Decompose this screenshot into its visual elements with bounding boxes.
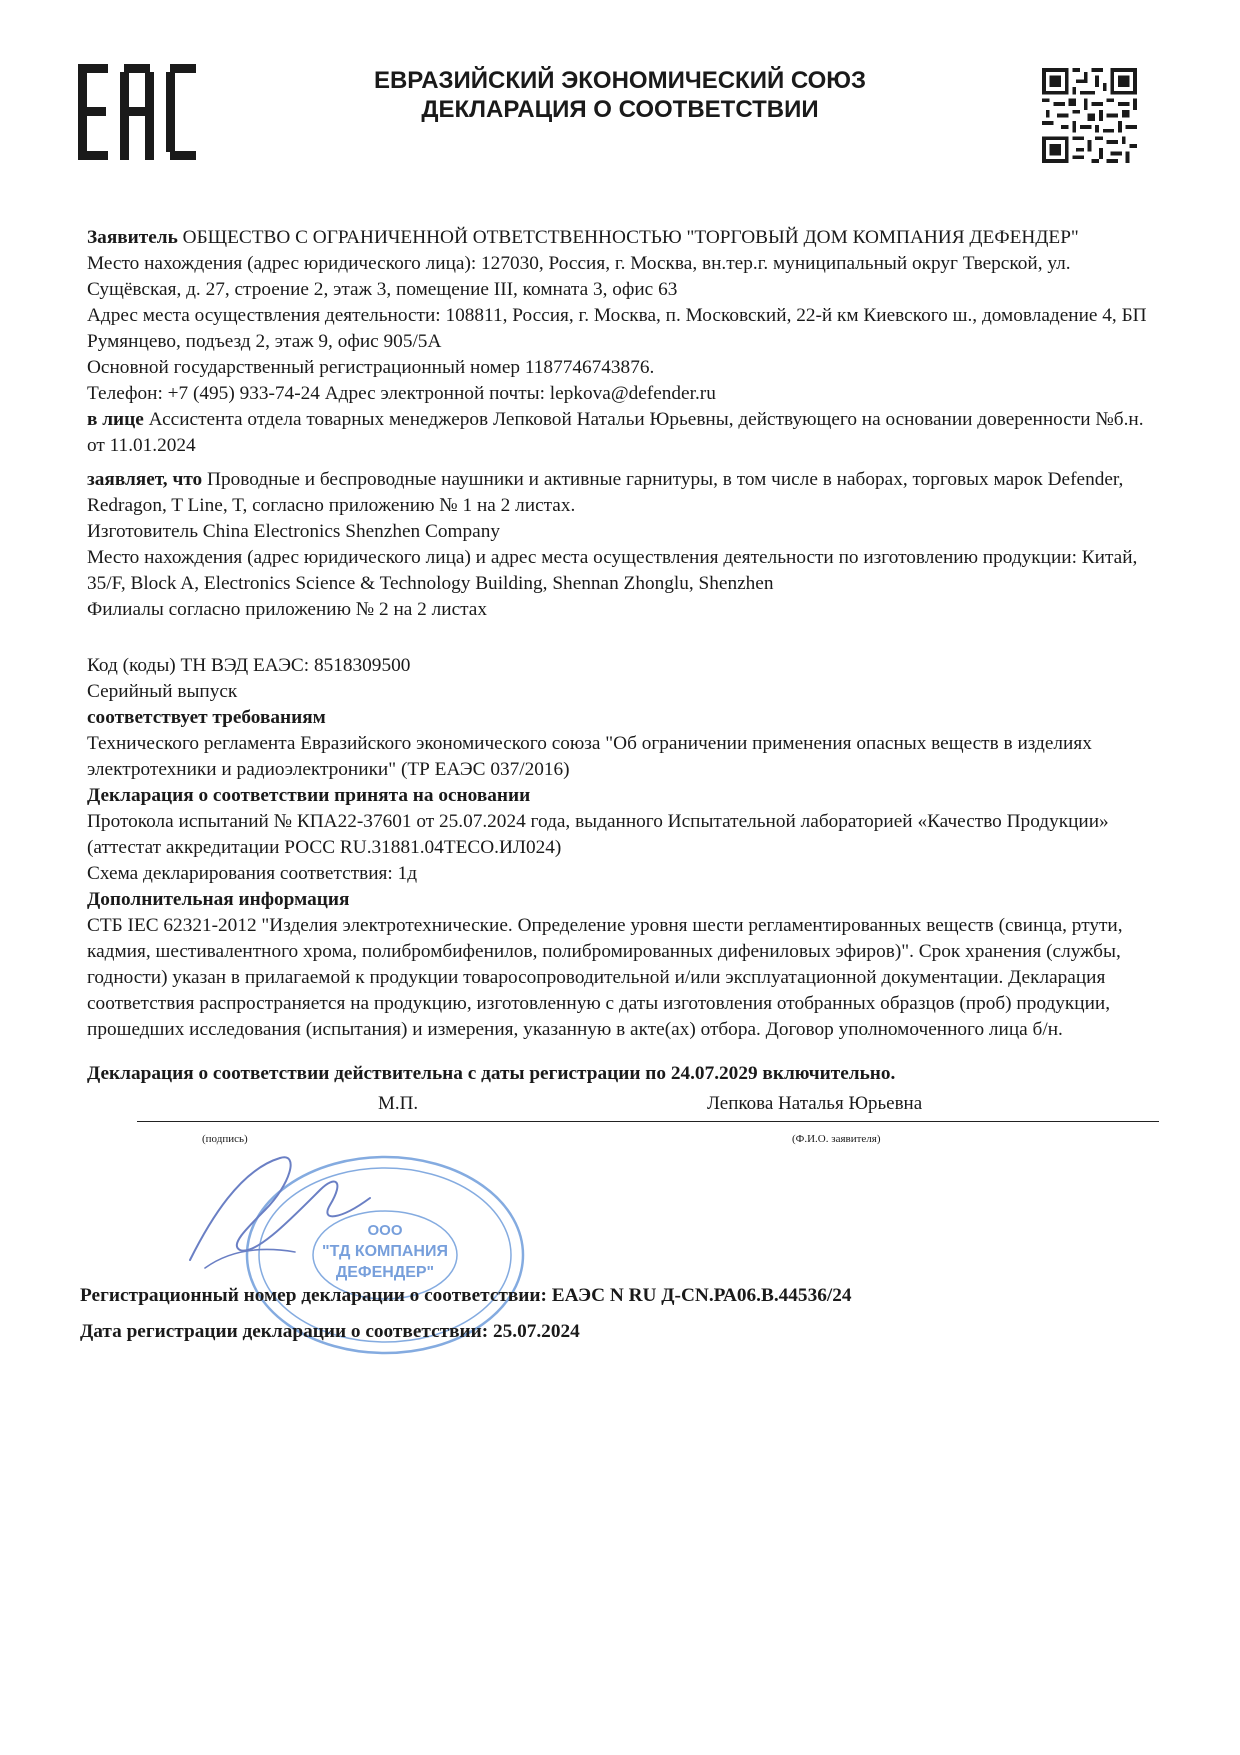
basis-label: Декларация о соответствии принята на основании	[87, 785, 531, 806]
applicant-name: ОБЩЕСТВО С ОГРАНИЧЕННОЙ ОТВЕТСТВЕННОСТЬЮ "ТОРГОВЫЙ ДОМ КОМПАНИЯ ДЕФЕНДЕР"	[182, 227, 1079, 248]
registration-date: Дата регистрации декларации о соответствии: 25.07.2024	[80, 1321, 580, 1342]
additional-label: Дополнительная информация	[87, 889, 350, 910]
manufacturer-address: Место нахождения (адрес юридического лица) и адрес места осуществления деятельности по изготовлению продукции: Китай, 35/F, Block A, Electronics Science & Technology Building, Shennan Zhonglu, Shenzhen	[87, 547, 1138, 594]
declares-line	[87, 467, 1162, 519]
stamp-line-1: ООО	[367, 1222, 403, 1239]
header-title-union: ЕВРАЗИЙСКИЙ ЭКОНОМИЧЕСКИЙ СОЮЗ	[373, 67, 867, 94]
applicant-legal-address: Место нахождения (адрес юридического лица): 127030, Россия, г. Москва, вн.тер.г. муниципальный округ Тверской, ул. Сущёвская, д. 27, строение 2, этаж 3, помещение III, комната 3, офис 63	[87, 253, 1071, 300]
registration-block	[80, 1278, 852, 1350]
tnved-code: Код (коды) ТН ВЭД ЕАЭС: 8518309500	[87, 655, 411, 676]
production-type: Серийный выпуск	[87, 681, 238, 702]
document-header	[250, 66, 990, 124]
handwritten-signature-icon	[170, 1150, 390, 1280]
signatory-name: Лепкова Наталья Юрьевна	[707, 1093, 923, 1114]
declares-text: Проводные и беспроводные наушники и активные гарнитуры, в том числе в наборах, торговых марок Defender, Redragon, T Line, T, согласно приложению № 1 на 2 листах.	[87, 469, 1124, 516]
name-line	[527, 1121, 1159, 1122]
stamp-line-3: ДЕФЕНДЕР"	[335, 1264, 435, 1281]
stamp-line-2: "ТД КОМПАНИЯ	[322, 1243, 448, 1260]
applicant-line	[87, 225, 1162, 251]
applicant-contacts: Телефон: +7 (495) 933-74-24 Адрес электронной почты: lepkova@defender.ru	[87, 383, 716, 404]
manufacturer: Изготовитель China Electronics Shenzhen Company	[87, 521, 500, 542]
applicant-person-line	[87, 407, 1162, 459]
eac-logo	[78, 62, 196, 162]
name-caption: (Ф.И.О. заявителя)	[792, 1133, 881, 1145]
registration-number: Регистрационный номер декларации о соответствии: ЕАЭС N RU Д-CN.РА06.В.44536/24	[80, 1285, 852, 1306]
seal-mark: М.П.	[378, 1093, 419, 1114]
signature-caption: (подпись)	[202, 1133, 248, 1145]
qr-code-icon[interactable]	[1042, 68, 1137, 163]
person-text: Ассистента отдела товарных менеджеров Лепковой Натальи Юрьевны, действующего на основании доверенности №б.н. от 11.01.2024	[87, 409, 1144, 456]
additional-text: СТБ IEC 62321-2012 "Изделия электротехнические. Определение уровня шести регламентированных веществ (свинца, ртути, кадмия, шестивалентного хрома, полибромбифенилов, полибромированных дифениловых эфиров)". Срок хранения (службы, годности) указан в прилагаемой к продукции товаросопроводительной и/или эксплуатационной документации. Декларация соответствия распространяется на продукцию, изготовленную с даты изготовления отобранных образцов (проб) продукции, прошедших исследования (испытания) и измерения, указанную в акте(ах) отбора. Договор уполномоченного лица б/н.	[87, 915, 1123, 1040]
compliance-text: Технического регламента Евразийского экономического союза "Об ограничении применения опасных веществ в изделиях электротехники и радиоэлектроники" (ТР ЕАЭС 037/2016)	[87, 733, 1092, 780]
applicant-activity-address: Адрес места осуществления деятельности: 108811, Россия, г. Москва, п. Московский, 22-й км Киевского ш., домовладение 4, БП Румянцево, подъезд 2, этаж 9, офис 905/5А	[87, 305, 1147, 352]
signature-line	[137, 1121, 527, 1122]
validity-statement: Декларация о соответствии действительна с даты регистрации по 24.07.2029 включительно.	[87, 1063, 896, 1084]
basis-text: Протокола испытаний № КПА22-37601 от 25.07.2024 года, выданного Испытательной лабораторией «Качество Продукции» (аттестат аккредитации РОСС RU.31881.04ТЕСО.ИЛ024)	[87, 811, 1109, 858]
branches: Филиалы согласно приложению № 2 на 2 листах	[87, 599, 488, 620]
basis-scheme: Схема декларирования соответствия: 1д	[87, 863, 418, 884]
header-title-declaration: ДЕКЛАРАЦИЯ О СООТВЕТСТВИИ	[421, 96, 819, 123]
signature-block	[87, 1087, 1162, 1151]
person-label: в лице	[87, 409, 144, 430]
declares-label: заявляет, что	[87, 469, 203, 490]
applicant-ogrn: Основной государственный регистрационный номер 1187746743876.	[87, 357, 655, 378]
declaration-body	[87, 225, 1162, 1151]
applicant-label: Заявитель	[87, 227, 178, 248]
compliance-label: соответствует требованиям	[87, 707, 326, 728]
